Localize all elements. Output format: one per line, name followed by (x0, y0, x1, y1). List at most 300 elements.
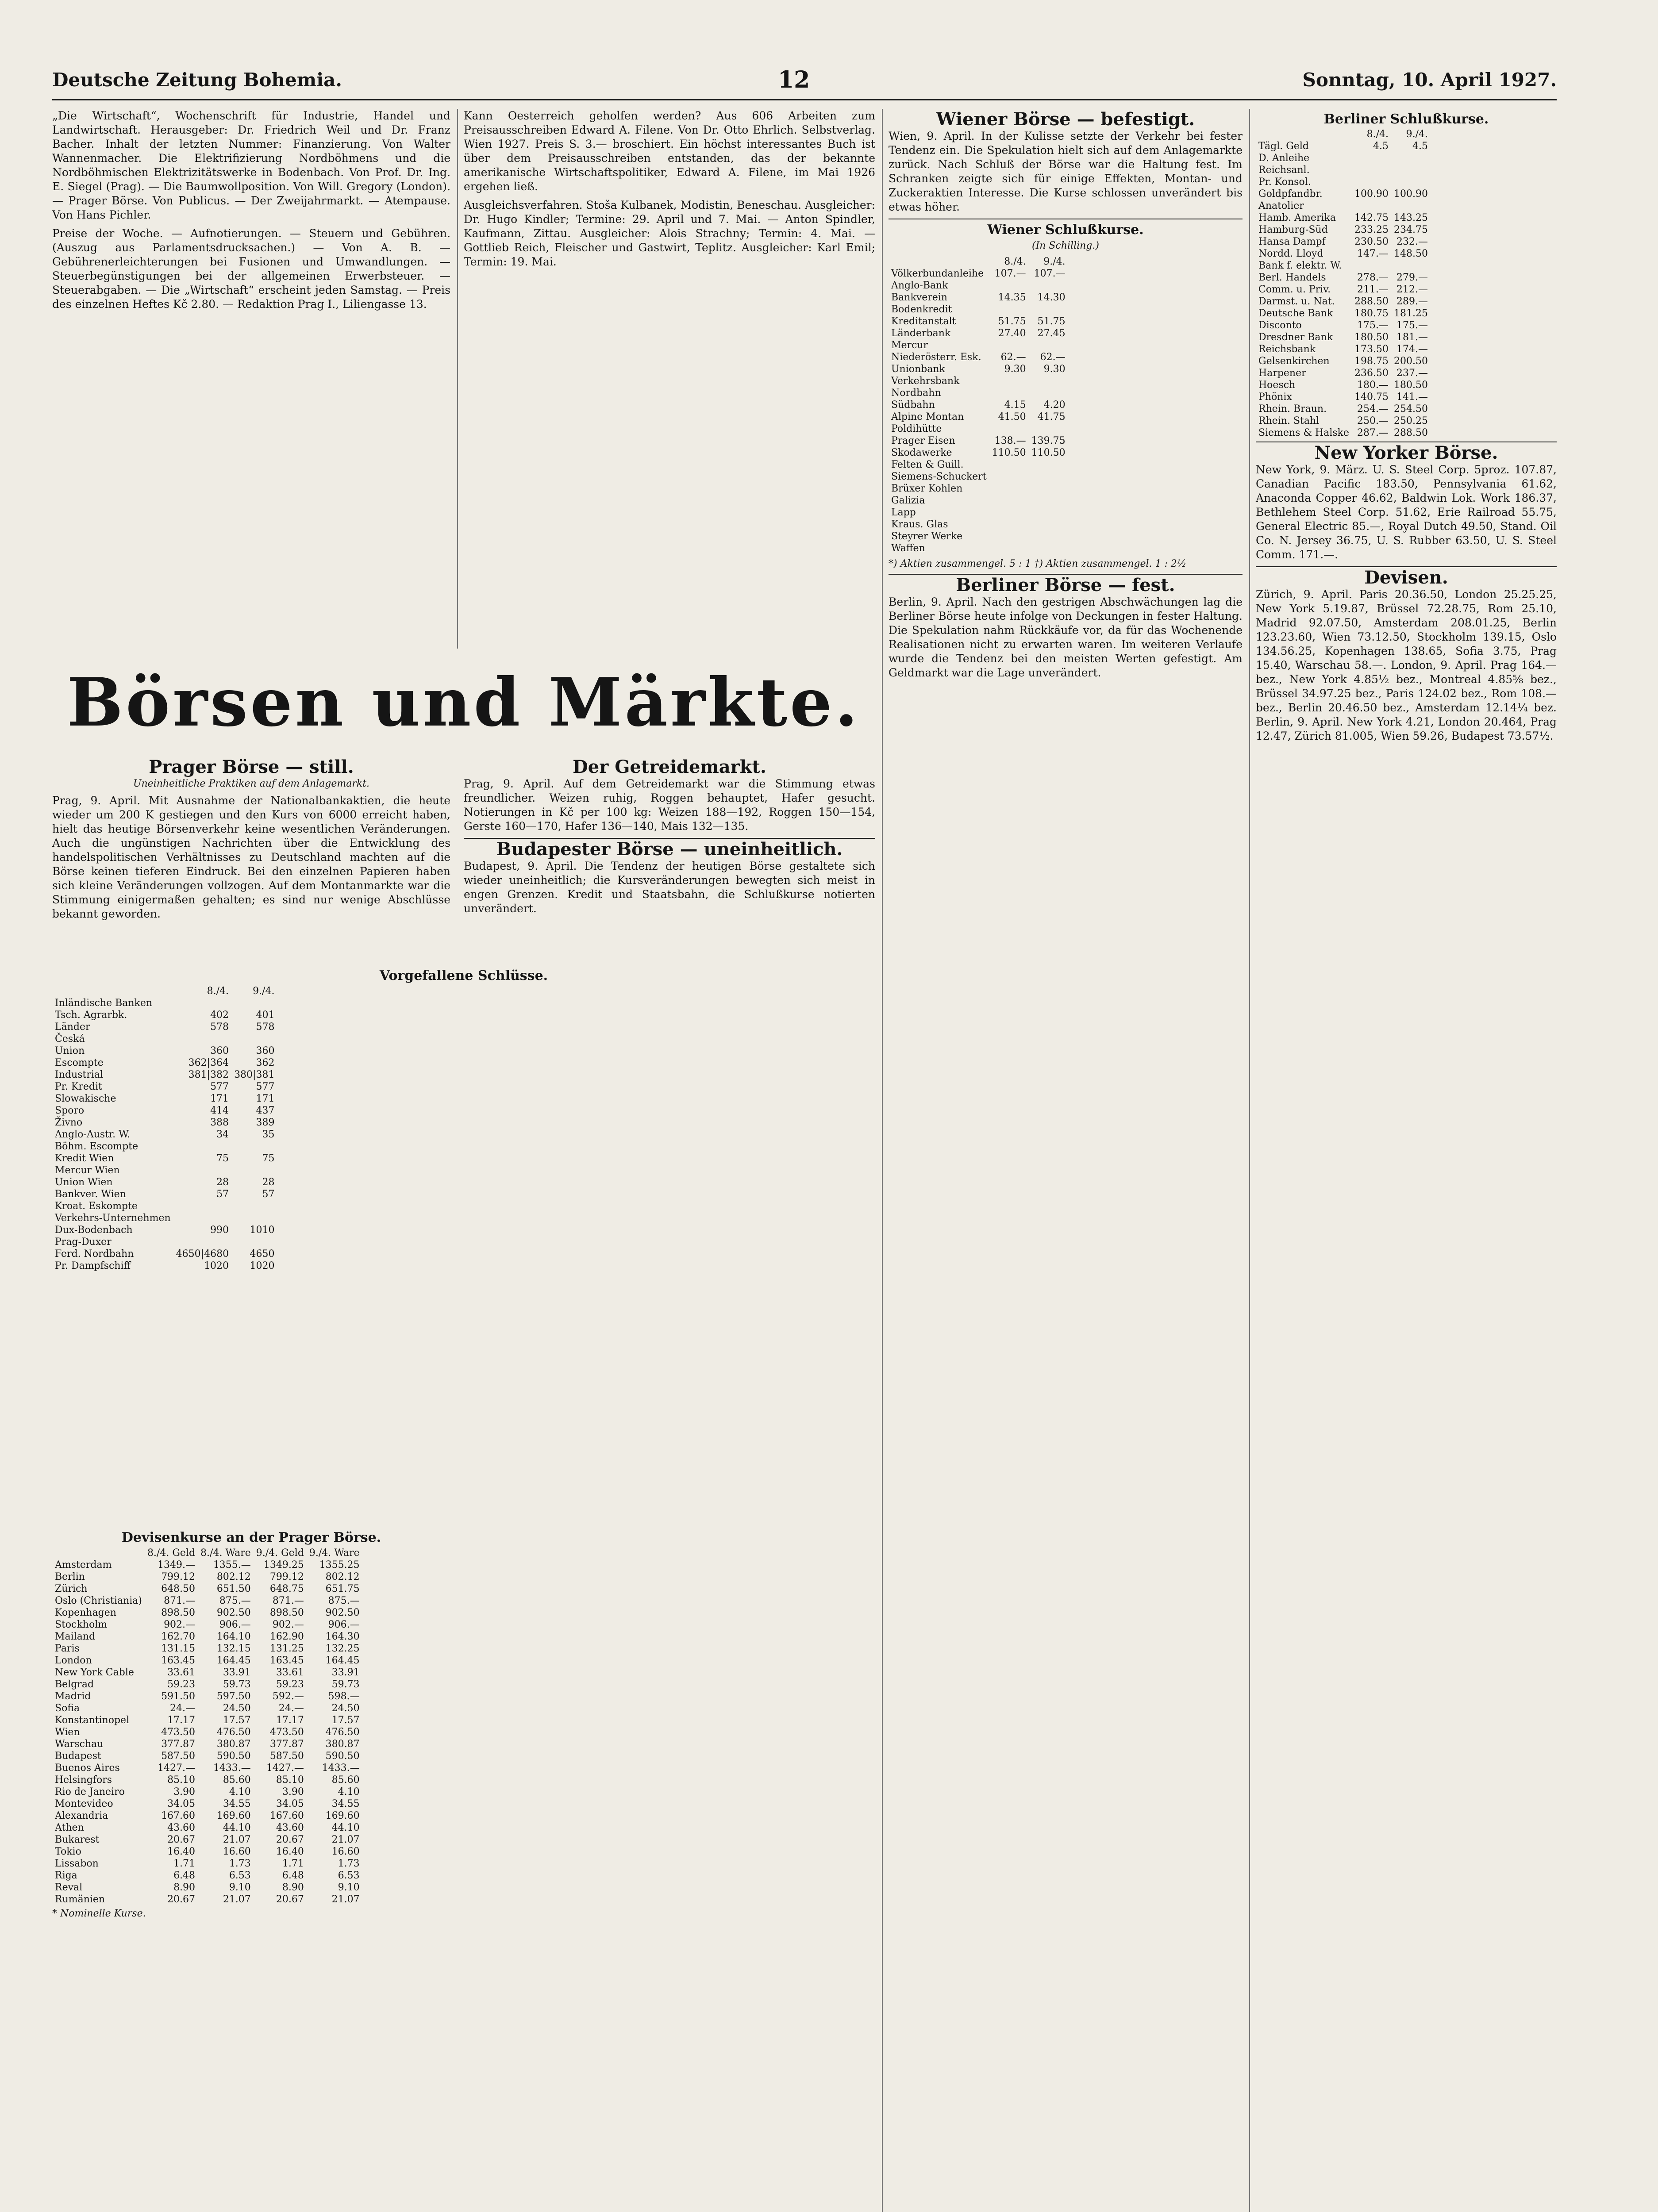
table-cell: 163.45 (269, 1655, 304, 1666)
table-cell (231, 1212, 277, 1224)
row-label: Gelsenkirchen (1258, 356, 1330, 367)
table-cell: 164.45 (216, 1655, 251, 1666)
table-row (52, 1200, 277, 1212)
table-cell: 1349.25 (263, 1559, 304, 1571)
table-cell: 14.35 (998, 292, 1026, 303)
table-cell: 107.— (1034, 268, 1066, 279)
row-label: Kopenhagen (55, 1607, 116, 1618)
row-label: Zürich (55, 1583, 88, 1594)
row-label: D. Anleihe (1258, 153, 1310, 164)
table-cell: 33.61 (276, 1667, 304, 1678)
row-label: Rumänien (55, 1894, 105, 1905)
table-row (1256, 296, 1431, 307)
table-cell (1352, 152, 1391, 164)
row-label: Tägl. Geld (1258, 141, 1309, 152)
table-cell (989, 375, 1029, 387)
row-label: Bankverein (891, 292, 947, 303)
table-cell: 181.— (1396, 332, 1428, 343)
table-cell: 1433.— (322, 1763, 360, 1774)
table-cell: 57 (262, 1189, 275, 1200)
table-cell: 27.40 (998, 328, 1026, 339)
table-cell (989, 542, 1029, 554)
table-row (889, 315, 1068, 327)
table-cell: 279.— (1396, 272, 1428, 283)
table-cell: 27.45 (1037, 328, 1066, 339)
table-cell: 4.20 (1043, 399, 1066, 411)
table-cell: 21.07 (331, 1834, 360, 1845)
table-cell: 16.40 (276, 1846, 304, 1857)
table-cell (1029, 471, 1068, 483)
table-cell (1029, 375, 1068, 387)
table-row (52, 1702, 362, 1714)
table-row (1256, 212, 1431, 224)
column-divider (457, 109, 458, 649)
table-cell (1391, 164, 1431, 176)
table-cell (1029, 303, 1068, 315)
table-cell: 173.50 (1354, 344, 1389, 355)
table-cell: 592.— (272, 1691, 304, 1702)
article-title: Wiener Börse — befestigt. (936, 109, 1195, 130)
table-cell: 62.— (1040, 352, 1066, 363)
table-row (52, 1786, 362, 1798)
table-cell: 902.50 (325, 1607, 360, 1618)
right-column (1256, 109, 1557, 748)
row-label: Reval (55, 1882, 83, 1893)
article-title: Budapester Börse — uneinheitlich. (496, 839, 843, 860)
row-label: Disconto (1258, 320, 1302, 331)
table-header-row (52, 1547, 362, 1559)
table-cell (989, 483, 1029, 495)
table-row (52, 1774, 362, 1786)
table-row (52, 1631, 362, 1643)
table-row (889, 471, 1068, 483)
table-row (52, 1607, 362, 1619)
column-header: 8./4. Ware (200, 1548, 251, 1559)
table-cell: 648.75 (269, 1583, 304, 1594)
row-label: Reichsbank (1258, 344, 1316, 355)
page-number: 12 (778, 66, 810, 93)
table-cell: 1349.— (158, 1559, 196, 1571)
table-row (889, 435, 1068, 447)
table-cell: 377.87 (269, 1739, 304, 1750)
table-cell: 20.67 (276, 1834, 304, 1845)
row-label: Bank f. elektr. W. (1258, 260, 1342, 271)
row-label: Stockholm (55, 1619, 108, 1630)
table-row (52, 1176, 277, 1188)
row-label: Niederösterr. Esk. (891, 352, 981, 363)
table-row (1256, 403, 1431, 415)
table-cell: 59.23 (276, 1679, 304, 1690)
table-cell: 164.45 (325, 1655, 360, 1666)
table-cell (1029, 339, 1068, 351)
table-cell (989, 471, 1029, 483)
table-cell (1352, 176, 1391, 188)
column-header (1256, 128, 1352, 140)
table-cell: 590.50 (216, 1751, 251, 1762)
table-row (1256, 236, 1431, 248)
table-cell: 597.50 (216, 1691, 251, 1702)
table-cell (1391, 152, 1431, 164)
table-cell: 1427.— (266, 1763, 304, 1774)
row-label: Rhein. Braun. (1258, 403, 1327, 415)
newspaper-name: Deutsche Zeitung Bohemia. (52, 69, 342, 91)
table-cell: 1355.— (213, 1559, 251, 1571)
table-cell: 230.50 (1354, 236, 1389, 247)
table-cell (1352, 164, 1391, 176)
table-cell: 16.60 (223, 1846, 251, 1857)
table-cell: 35 (262, 1129, 275, 1140)
table-cell: 75 (216, 1153, 229, 1164)
row-label: Pr. Kredit (55, 1081, 102, 1092)
table-row (52, 1224, 277, 1236)
table-row (1256, 343, 1431, 355)
table-cell (1029, 495, 1068, 507)
table-cell (231, 997, 277, 1009)
row-label: Kreditanstalt (891, 316, 956, 327)
table-row (52, 1105, 277, 1117)
table-cell: 6.53 (338, 1870, 360, 1881)
row-label: Lapp (891, 507, 916, 518)
table-cell (231, 1141, 277, 1152)
table-cell (173, 1164, 231, 1176)
table-cell: 59.73 (331, 1679, 360, 1690)
table-cell: 4.10 (338, 1786, 360, 1797)
table-cell: 250.25 (1394, 415, 1428, 426)
table-cell (1391, 260, 1431, 272)
table-row (889, 363, 1068, 375)
article-title: Devisen. (1364, 567, 1448, 588)
article-text: Prag, 9. April. Auf dem Getreidemarkt war die Stimmung etwas freundlicher. Weizen ruhig, Roggen behauptet, Hafer gesucht. Notierungen in Kč per 100 kg: Weizen 188—192, Roggen 150—154, Gerste 160—170, Hafer 136—140, Mais 132—135. (464, 777, 875, 833)
table-cell: 164.30 (325, 1631, 360, 1642)
table-cell: 142.75 (1354, 212, 1389, 223)
table-row (1256, 272, 1431, 284)
devisen-prag-section (52, 1526, 450, 1919)
table-row (1256, 248, 1431, 260)
table-cell: 16.60 (331, 1846, 360, 1857)
table-row (1256, 355, 1431, 367)
table-cell: 233.25 (1354, 224, 1389, 235)
row-label: Poldihütte (891, 423, 942, 434)
row-label: Rhein. Stahl (1258, 415, 1319, 426)
table-cell: 401 (256, 1010, 275, 1021)
table-cell: 85.60 (331, 1774, 360, 1786)
table-cell: 1.71 (173, 1858, 196, 1869)
row-label: Hamb. Amerika (1258, 212, 1336, 223)
table-cell (1029, 280, 1068, 292)
table-row (52, 1595, 362, 1607)
table-cell (1029, 518, 1068, 530)
row-label: Oslo (Christiania) (55, 1595, 142, 1606)
table-cell: 799.12 (269, 1571, 304, 1582)
table-cell: 164.10 (216, 1631, 251, 1642)
row-label: Galizia (891, 495, 925, 506)
column-divider (1249, 109, 1250, 2212)
table-title: Devisenkurse an der Prager Börse. (121, 1530, 381, 1545)
table-row (52, 1559, 362, 1571)
table-cell: 288.50 (1354, 296, 1389, 307)
table-cell: 1020 (250, 1260, 275, 1271)
table-cell (173, 1200, 231, 1212)
table-row (52, 1212, 277, 1224)
row-label: Union (55, 1045, 85, 1056)
table-cell: 43.60 (167, 1822, 196, 1833)
table-title: Wiener Schlußkurse. (987, 222, 1144, 238)
table-cell: 437 (256, 1105, 275, 1116)
table-row (52, 1834, 362, 1846)
table-cell: 24.— (278, 1703, 304, 1714)
table-row (889, 351, 1068, 363)
table-cell: 41.50 (998, 411, 1026, 422)
row-label: Berlin (55, 1571, 85, 1582)
table-row (52, 1260, 277, 1272)
table-row (52, 1798, 362, 1810)
table-cell: 9.10 (229, 1882, 251, 1893)
table-cell: 21.07 (223, 1834, 251, 1845)
table-cell: 41.75 (1037, 411, 1066, 422)
row-label: Athen (55, 1822, 84, 1833)
table-cell: 9.30 (1004, 364, 1026, 375)
getreidemarkt-article (464, 757, 875, 920)
section-title: Börsen und Märkte. (67, 664, 861, 741)
row-label: Konstantinopel (55, 1715, 130, 1726)
table-row (52, 1236, 277, 1248)
table-row (52, 1248, 277, 1260)
table-row (52, 1619, 362, 1631)
table-cell: 181.25 (1394, 308, 1428, 319)
table-row (52, 1009, 277, 1021)
table-row (52, 1726, 362, 1738)
table-row (52, 1846, 362, 1858)
table-cell: 587.50 (269, 1751, 304, 1762)
table-cell: 577 (210, 1081, 229, 1092)
table-cell: 163.45 (161, 1655, 196, 1666)
table-header-row (889, 256, 1068, 268)
table-row (52, 1762, 362, 1774)
row-label: Harpener (1258, 368, 1306, 379)
table-cell: 140.75 (1354, 392, 1389, 403)
table-cell (173, 1033, 231, 1045)
table-row (52, 1678, 362, 1690)
paragraph: Ausgleichsverfahren. Stoša Kulbanek, Modistin, Beneschau. Ausgleicher: Dr. Hugo Kindler; Termine: 29. April und 7. Mai. — Anton Spindler, Kaufmann, Zittau. Ausgleicher: Alois Strachny; Termin: 4. Mai. — Gottlieb Reich, Fleischer und Gastwirt, Teplitz. Ausgleicher: Karl Emil; Termin: 19. Mai. (464, 199, 876, 268)
table-row (889, 268, 1068, 280)
table-row (52, 1057, 277, 1069)
table-cell: 175.— (1396, 320, 1428, 331)
table-row (52, 1643, 362, 1655)
table-cell: 802.12 (325, 1571, 360, 1582)
table-cell (1029, 387, 1068, 399)
article-text: Budapest, 9. April. Die Tendenz der heutigen Börse gestaltete sich wieder uneinheitlich; die Kursveränderungen bewegten sich meist in engen Grenzen. Kredit und Staatsbahn, die Schlußkurse notierten unverändert. (464, 860, 875, 915)
table-row (889, 459, 1068, 471)
table-cell: 17.17 (276, 1715, 304, 1726)
table-header-row (1256, 128, 1431, 140)
table-cell (989, 518, 1029, 530)
table-row (889, 339, 1068, 351)
table-cell: 211.— (1357, 284, 1389, 295)
table-cell: 237.— (1396, 368, 1428, 379)
table-row (52, 1690, 362, 1702)
table-cell: 180.50 (1394, 380, 1428, 391)
wiener-column (889, 109, 1243, 684)
table-row (52, 1655, 362, 1667)
table-row (889, 399, 1068, 411)
table-cell: 21.07 (331, 1894, 360, 1905)
berliner-table (1256, 128, 1431, 439)
table-cell: 287.— (1357, 427, 1389, 438)
table-cell: 990 (210, 1225, 229, 1236)
row-label: Südbahn (891, 399, 935, 411)
table-cell: 132.15 (216, 1643, 251, 1654)
article-title: Der Getreidemarkt. (573, 757, 766, 777)
table-row (52, 1750, 362, 1762)
table-row (52, 1188, 277, 1200)
row-label: Verkehrs-Unternehmen (55, 1213, 171, 1224)
table-cell: 28 (262, 1177, 275, 1188)
table-row (52, 1738, 362, 1750)
table-cell: 51.75 (1037, 316, 1066, 327)
table-row (52, 1893, 362, 1905)
row-label: Tokio (55, 1846, 81, 1857)
column-header: 8./4. (207, 986, 229, 997)
table-row (52, 1093, 277, 1105)
table-cell: 34.55 (331, 1798, 360, 1809)
row-label: Siemens-Schuckert (891, 471, 987, 482)
table-cell (1352, 200, 1391, 212)
table-cell: 802.12 (216, 1571, 251, 1582)
table-cell: 167.60 (161, 1810, 196, 1821)
table-cell: 141.— (1396, 392, 1428, 403)
row-label: Riga (55, 1870, 77, 1881)
article-title: Prager Börse — still. (149, 757, 354, 777)
table-row (52, 1081, 277, 1093)
table-cell (1391, 200, 1431, 212)
table-cell: 902.— (272, 1619, 304, 1630)
table-cell: 875.— (219, 1595, 251, 1606)
table-cell: 169.60 (325, 1810, 360, 1821)
row-label: Wien (55, 1727, 80, 1738)
schluesse-section (52, 964, 875, 1272)
table-cell: 180.75 (1354, 308, 1389, 319)
table-cell: 4650|4680 (176, 1248, 229, 1260)
article-title: New Yorker Börse. (1314, 442, 1498, 463)
table-row (1256, 331, 1431, 343)
table-row (52, 1117, 277, 1129)
table-cell: 100.90 (1394, 188, 1428, 200)
table-row (889, 530, 1068, 542)
column-header: 9./4. Geld (256, 1548, 304, 1559)
table-cell: 8.90 (173, 1882, 196, 1893)
row-label: Siemens & Halske (1258, 427, 1350, 438)
table-row (52, 1870, 362, 1882)
table-row (52, 1583, 362, 1595)
row-label: Brüxer Kohlen (891, 483, 963, 494)
table-row (889, 542, 1068, 554)
row-label: Madrid (55, 1691, 91, 1702)
table-cell: 4.10 (229, 1786, 251, 1797)
article-title: Berliner Börse — fest. (956, 575, 1175, 595)
table-cell (1029, 542, 1068, 554)
table-row (1256, 164, 1431, 176)
table-cell: 62.— (1000, 352, 1026, 363)
table-row (1256, 367, 1431, 379)
column-header: 8./4. (1366, 129, 1389, 140)
table-cell (173, 997, 231, 1009)
row-label: Mercur (891, 340, 928, 351)
table-row (1256, 140, 1431, 152)
table-row (1256, 307, 1431, 319)
row-label: Comm. u. Priv. (1258, 284, 1331, 295)
row-label: Böhm. Escompte (55, 1141, 138, 1152)
table-cell: 180.— (1357, 380, 1389, 391)
row-label: Sofia (55, 1703, 80, 1714)
table-cell: 1.71 (282, 1858, 304, 1869)
table-row (889, 303, 1068, 315)
row-label: Tsch. Agrarbk. (55, 1010, 127, 1021)
table-cell: 381|382 (188, 1069, 229, 1080)
table-cell: 132.25 (325, 1643, 360, 1654)
devisen-prag-table (52, 1547, 362, 1905)
table-cell: 360 (210, 1045, 229, 1056)
table-cell: 3.90 (173, 1786, 196, 1797)
table-cell: 651.75 (325, 1583, 360, 1594)
table-cell: 388 (210, 1117, 229, 1128)
row-label: Alpine Montan (891, 411, 964, 422)
table-cell: 473.50 (161, 1727, 196, 1738)
table-cell: 577 (256, 1081, 275, 1092)
table-row (52, 997, 277, 1009)
row-label: Amsterdam (55, 1559, 112, 1571)
table-cell: 414 (210, 1105, 229, 1116)
table-row (1256, 188, 1431, 200)
table-row (889, 375, 1068, 387)
table-row (1256, 176, 1431, 188)
table-cell: 587.50 (161, 1751, 196, 1762)
article-text: New York, 9. März. U. S. Steel Corp. 5proz. 107.87, Canadian Pacific 183.50, Pennsylvania 61.62, Anaconda Copper 46.62, Baldwin Lok. Work 186.37, Bethlehem Steel Corp. 51.62, Erie Railroad 55.75, General Electric 85.—, Royal Dutch 49.50, Stand. Oil Co. N. Jersey 36.75, U. S. Rubber 63.50, U. S. Steel Comm. 171.—. (1256, 463, 1557, 561)
row-label: Dresdner Bank (1258, 332, 1333, 343)
table-row (889, 518, 1068, 530)
table-cell: 902.50 (216, 1607, 251, 1618)
row-label: Kraus. Glas (891, 519, 948, 530)
table-cell: 1433.— (213, 1763, 251, 1774)
article-text: Zürich, 9. April. Paris 20.36.50, London 25.25.25, New York 5.19.87, Brüssel 72.28.75, Rom 25.10, Madrid 92.07.50, Amsterdam 208.01.25, Berlin 123.23.60, Wien 73.12.50, Stockholm 139.15, Oslo 134.56.25, Kopenhagen 138.65, Sofia 3.75, Prag 15.40, Warschau 58.—. London, 9. April. Prag 164.— bez., New York 4.85½ bez., Montreal 4.85⅝ bez., Brüssel 34.97.25 bez., Paris 124.02 bez., Rom 108.— bez., Berlin 20.46.50 bez., Amsterdam 12.14¼ bez. Berlin, 9. April. New York 4.21, London 20.464, Prag 12.47, Zürich 81.005, Wien 59.26, Budapest 73.57½. (1256, 588, 1557, 742)
table-cell: 3.90 (282, 1786, 304, 1797)
prager-boerse-article (52, 757, 450, 926)
table-cell: 1355.25 (319, 1559, 360, 1571)
table-row (1256, 152, 1431, 164)
row-label: Bukarest (55, 1834, 100, 1845)
row-label: Deutsche Bank (1258, 308, 1333, 319)
row-label: Phönix (1258, 392, 1292, 403)
table-cell: 590.50 (325, 1751, 360, 1762)
row-label: Völkerbundanleihe (891, 268, 984, 279)
table-row (52, 1129, 277, 1141)
table-footnote: * Nominelle Kurse. (52, 1908, 146, 1919)
table-cell: 473.50 (269, 1727, 304, 1738)
table-cell: 57 (216, 1189, 229, 1200)
row-label: Union Wien (55, 1177, 113, 1188)
table-cell: 288.50 (1394, 427, 1428, 438)
paragraph: Kann Oesterreich geholfen werden? Aus 606 Arbeiten zum Preisausschreiben Edward A. Filene. Von Dr. Otto Ehrlich. Selbstverlag. Wien 1927. Preis S. 3.— broschiert. Ein höchst interessantes Buch ist über dem Preisausschreiben entstanden, das der bekannte amerikanische Wirtschaftspolitiker, Edward A. Filene, im Mai 1926 ergehen ließ. (464, 109, 875, 193)
column-header: 9./4. (1043, 256, 1066, 267)
table-cell (989, 495, 1029, 507)
table-cell: 234.75 (1394, 224, 1428, 235)
table-cell: 175.— (1357, 320, 1389, 331)
table-cell (989, 303, 1029, 315)
table-cell: 148.50 (1394, 248, 1428, 259)
wiener-table (889, 256, 1068, 554)
table-cell (989, 459, 1029, 471)
row-label: Felten & Guill. (891, 459, 964, 470)
table-cell (1029, 483, 1068, 495)
